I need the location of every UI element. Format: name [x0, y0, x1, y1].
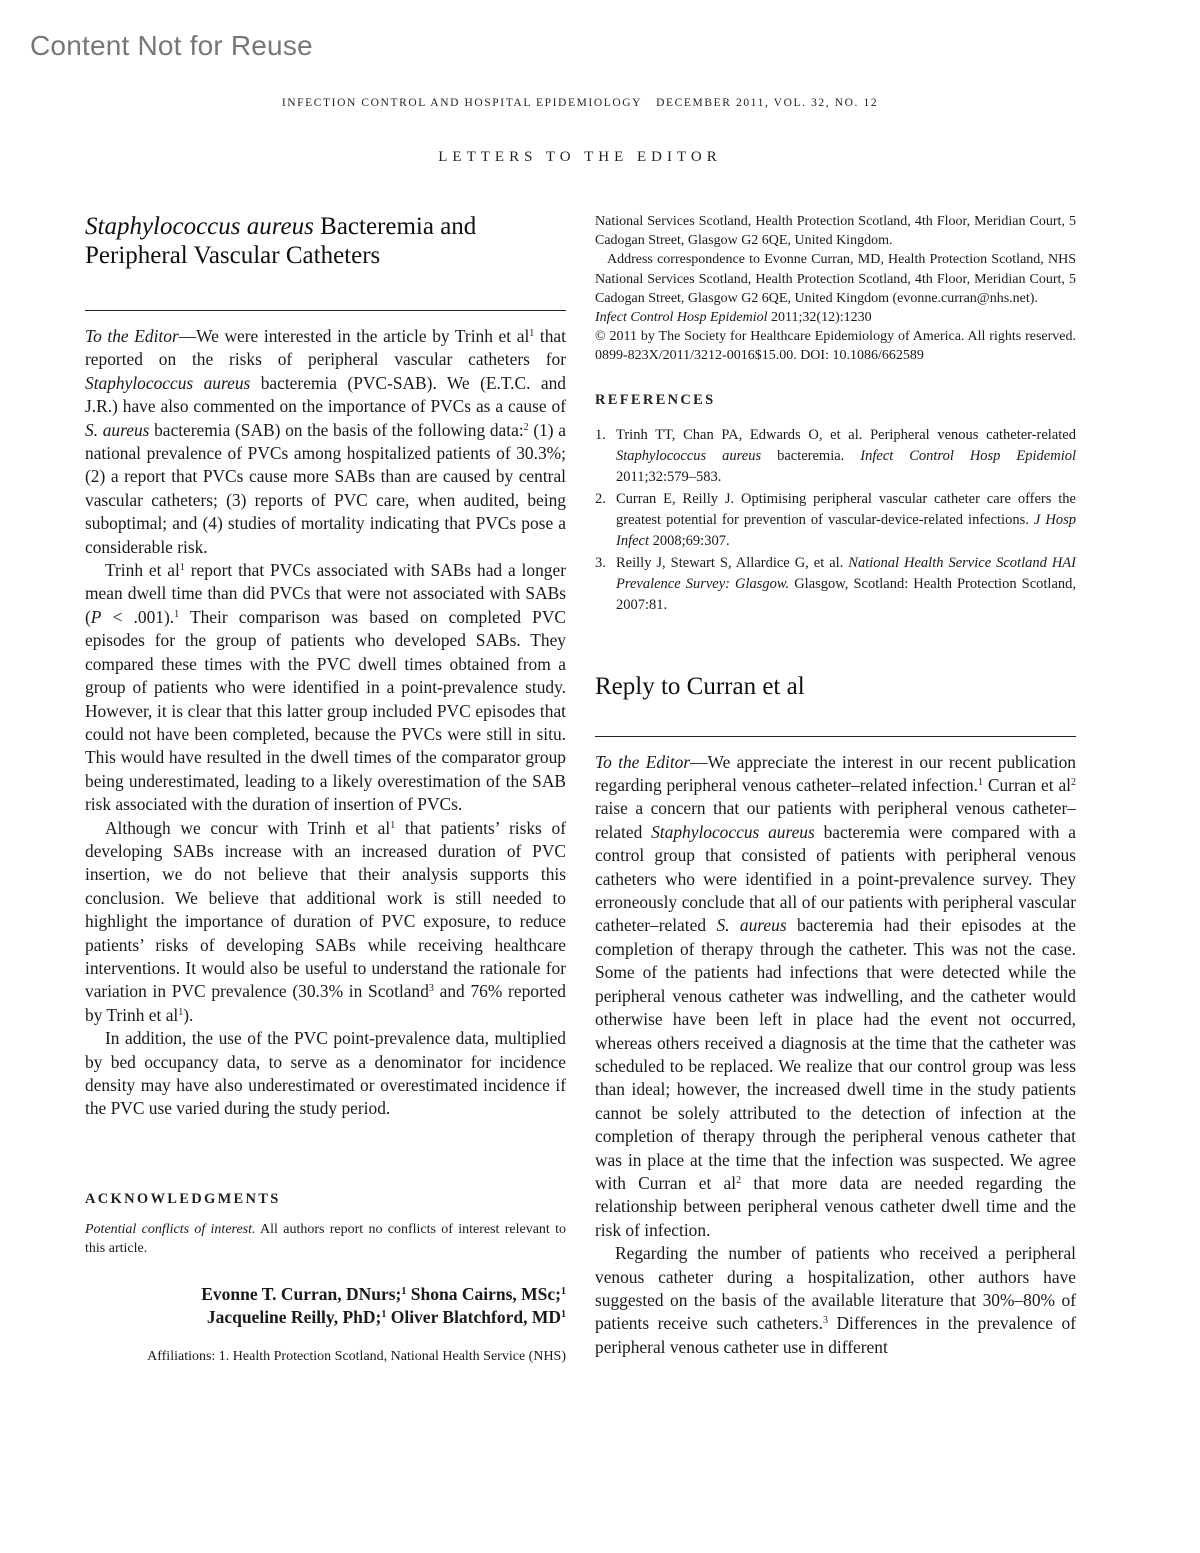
section-heading: LETTERS TO THE EDITOR: [438, 149, 722, 165]
citation: Infect Control Hosp Epidemiol 2011;32(12):1230: [595, 310, 872, 326]
affiliation-continued: National Services Scotland, Health Protection Scotland, 4th Floor, Meridian Court, 5 Cadogan Street, Glasgow G2 6QE, United Kingdom.: [595, 214, 1076, 249]
references-list: [595, 425, 1076, 616]
reply-title-rule: [595, 736, 1076, 737]
reply-paragraph-1: To the Editor—We appreciate the interest in our recent publication regarding peripheral venous catheter–related infection.$^1$ Curran et $al^2$ raise a concern that our patients with peripheral venous catheter–related Staphylococcus aureus bacteremia were compared with a control group that consisted of patients with peripheral venous catheters who were identified in a point-prevalence survey. They erroneously conclude that all of our patients with peripheral vascular catheter–related S. aureus bacteremia had their episodes at the completion of therapy through the catheter. This was not the case. Some of the patients had infections that were detected while the peripheral venous catheter was indwelling, and the catheter would otherwise have been left in place had the event not occurred, whereas others received a diagnosis at the time that the catheter was scheduled to be replaced. We realize that our control group was less than ideal; however, the increased dwell time in the study patients cannot be solely attributed to the detection of infection at the completion of therapy through the peripheral venous catheter that was in place at the time that the infection was suspected. We agree with Curran et $al^2$ that more data are needed regarding the relationship between peripheral venous catheter dwell time and the risk of infection.: [595, 751, 1077, 1240]
title-rule: [85, 310, 566, 311]
issue-info: DECEMBER 2011, VOL. 32, NO. 12: [656, 97, 879, 109]
letter-title: [85, 212, 566, 270]
affiliations: Affiliations: 1. Health Protection Scotland, National Health Service (NHS): [147, 1348, 566, 1364]
letter-paragraph-4: In addition, the use of the PVC point-prevalence data, multiplied by bed occupancy data, to serve as a denominator for incidence density may have also underestimated or overestimated incidence if the PVC use varied during the study period.: [85, 1028, 566, 1119]
reply-body: [595, 751, 1076, 1360]
letter-title-rest: Bacteremia and: [313, 213, 477, 240]
reply-to-the-editor-label: To the Editor: [595, 751, 691, 772]
correspondence: Address correspondence to Evonne Curran, MD, Health Protection Scotland, NHS National Services Scotland, Health Protection Scotland, 4th Floor, Meridian Court, 5 Cadogan Street, Glasgow G2 6QE, United Kingdom (evonne.curran@nhs.net).: [595, 252, 1076, 306]
running-head: [0, 97, 1160, 109]
copyright: © 2011 by The Society for Healthcare Epidemiology of America. All rights reserved. 0899-823X/2011/3212-0016$15.00. DOI: 10.1086/662589: [595, 329, 1076, 364]
letter-paragraph-2: Trinh et $al^1$ report that PVCs associated with SABs had a longer mean dwell time than did PVCs that were not associated with SABs (P < .001).$^1$ Their comparison was based on completed PVC episodes for the group of patients who developed SABs. They compared these times with the PVC dwell times obtained from a group of patients who were identified in a point-prevalence study. However, it is clear that this latter group included PVC episodes that could not have been completed, because the PVCs were still in situ. This would have resulted in the dwell times of the comparator group being underestimated, leading to a likely overestimation of the SAB risk associated with the duration of insertion of PVCs.: [85, 560, 566, 815]
letter-paragraph-3: Although we concur with Trinh et $al^1$ that patients’ risks of developing SABs increase with an increased duration of PVC insertion, we do not believe that their analysis supports this conclusion. We believe that additional work is still needed to highlight the importance of duration of PVC exposure, to reduce patients’ risks of developing SABs while receiving healthcare interventions. It would also be useful to understand the rationale for variation in PVC prevalence (30.3% in Scotland$^3$ and 76% reported by Trinh et $al^1$).: [85, 817, 566, 1025]
right-column: [595, 212, 1076, 1359]
journal-name: INFECTION CONTROL AND HOSPITAL EPIDEMIOLOGY: [281, 97, 643, 109]
acknowledgments-heading: ACKNOWLEDGMENTS: [85, 1190, 281, 1207]
author-list: Evonne T. Curran, DNurs;$^1$ Shona Cairns, MSc;$^1$ Jacqueline Reilly, PhD;$^1$ Oliver Blatchford, $MD^1$: [201, 1283, 566, 1327]
letter-back-matter: [595, 212, 1076, 366]
letter-title-italic: Staphylococcus aureus: [85, 213, 314, 240]
reply-title: Reply to Curran et al: [595, 672, 805, 700]
references-heading: REFERENCES: [595, 391, 716, 408]
acknowledgments-text: Potential conflicts of interest. All authors report no conflicts of interest relevant to this article.: [85, 1221, 566, 1256]
reference-item: 3. Reilly J, Stewart S, Allardice G, et al. National Health Service Scotland HAI Prevalence Survey: Glasgow. Glasgow, Scotland: Health Protection Scotland, 2007:81.: [595, 554, 1077, 613]
left-column: [85, 212, 566, 1366]
letter-body: [85, 325, 566, 1121]
watermark: Content Not for Reuse: [30, 30, 313, 61]
reference-item: 2. Curran E, Reilly J. Optimising peripheral vascular catheter care offers the greatest potential for prevention of vascular-device-related infections. J Hosp Infect 2008;69:307.: [595, 490, 1076, 549]
to-the-editor-label: To the Editor: [85, 326, 179, 346]
letter-title-line2: Peripheral Vascular Catheters: [85, 242, 381, 269]
reply-paragraph-2: Regarding the number of patients who received a peripheral venous catheter during a hospitalization, other authors have suggested on the basis of the available literature that 30%–80% of patients receive such catheters.$^3$ Differences in the prevalence of peripheral venous catheter use in different: [595, 1243, 1076, 1357]
letter-paragraph-1: To the Editor—We were interested in the article by Trinh et $al^1$ that reported on the risks of peripheral vascular catheters for Staphylococcus aureus bacteremia (PVC-SAB). We (E.T.C. and J.R.) have also commented on the importance of PVCs as a cause of S. aureus bacteremia (SAB) on the basis of the following data:$^2$ (1) a national prevalence of PVCs among hospitalized patients of 30.3%; (2) a report that PVCs cause more SABs than are caused by central vascular catheters; (3) reports of PVC care, when audited, being suboptimal; and (4) studies of mortality indicating that PVCs pose a considerable risk.: [85, 326, 566, 557]
reference-item: 1. Trinh TT, Chan PA, Edwards O, et al. Peripheral venous catheter-related Staphylococcus aureus bacteremia. Infect Control Hosp Epidemiol 2011;32:579–583.: [595, 426, 1077, 485]
